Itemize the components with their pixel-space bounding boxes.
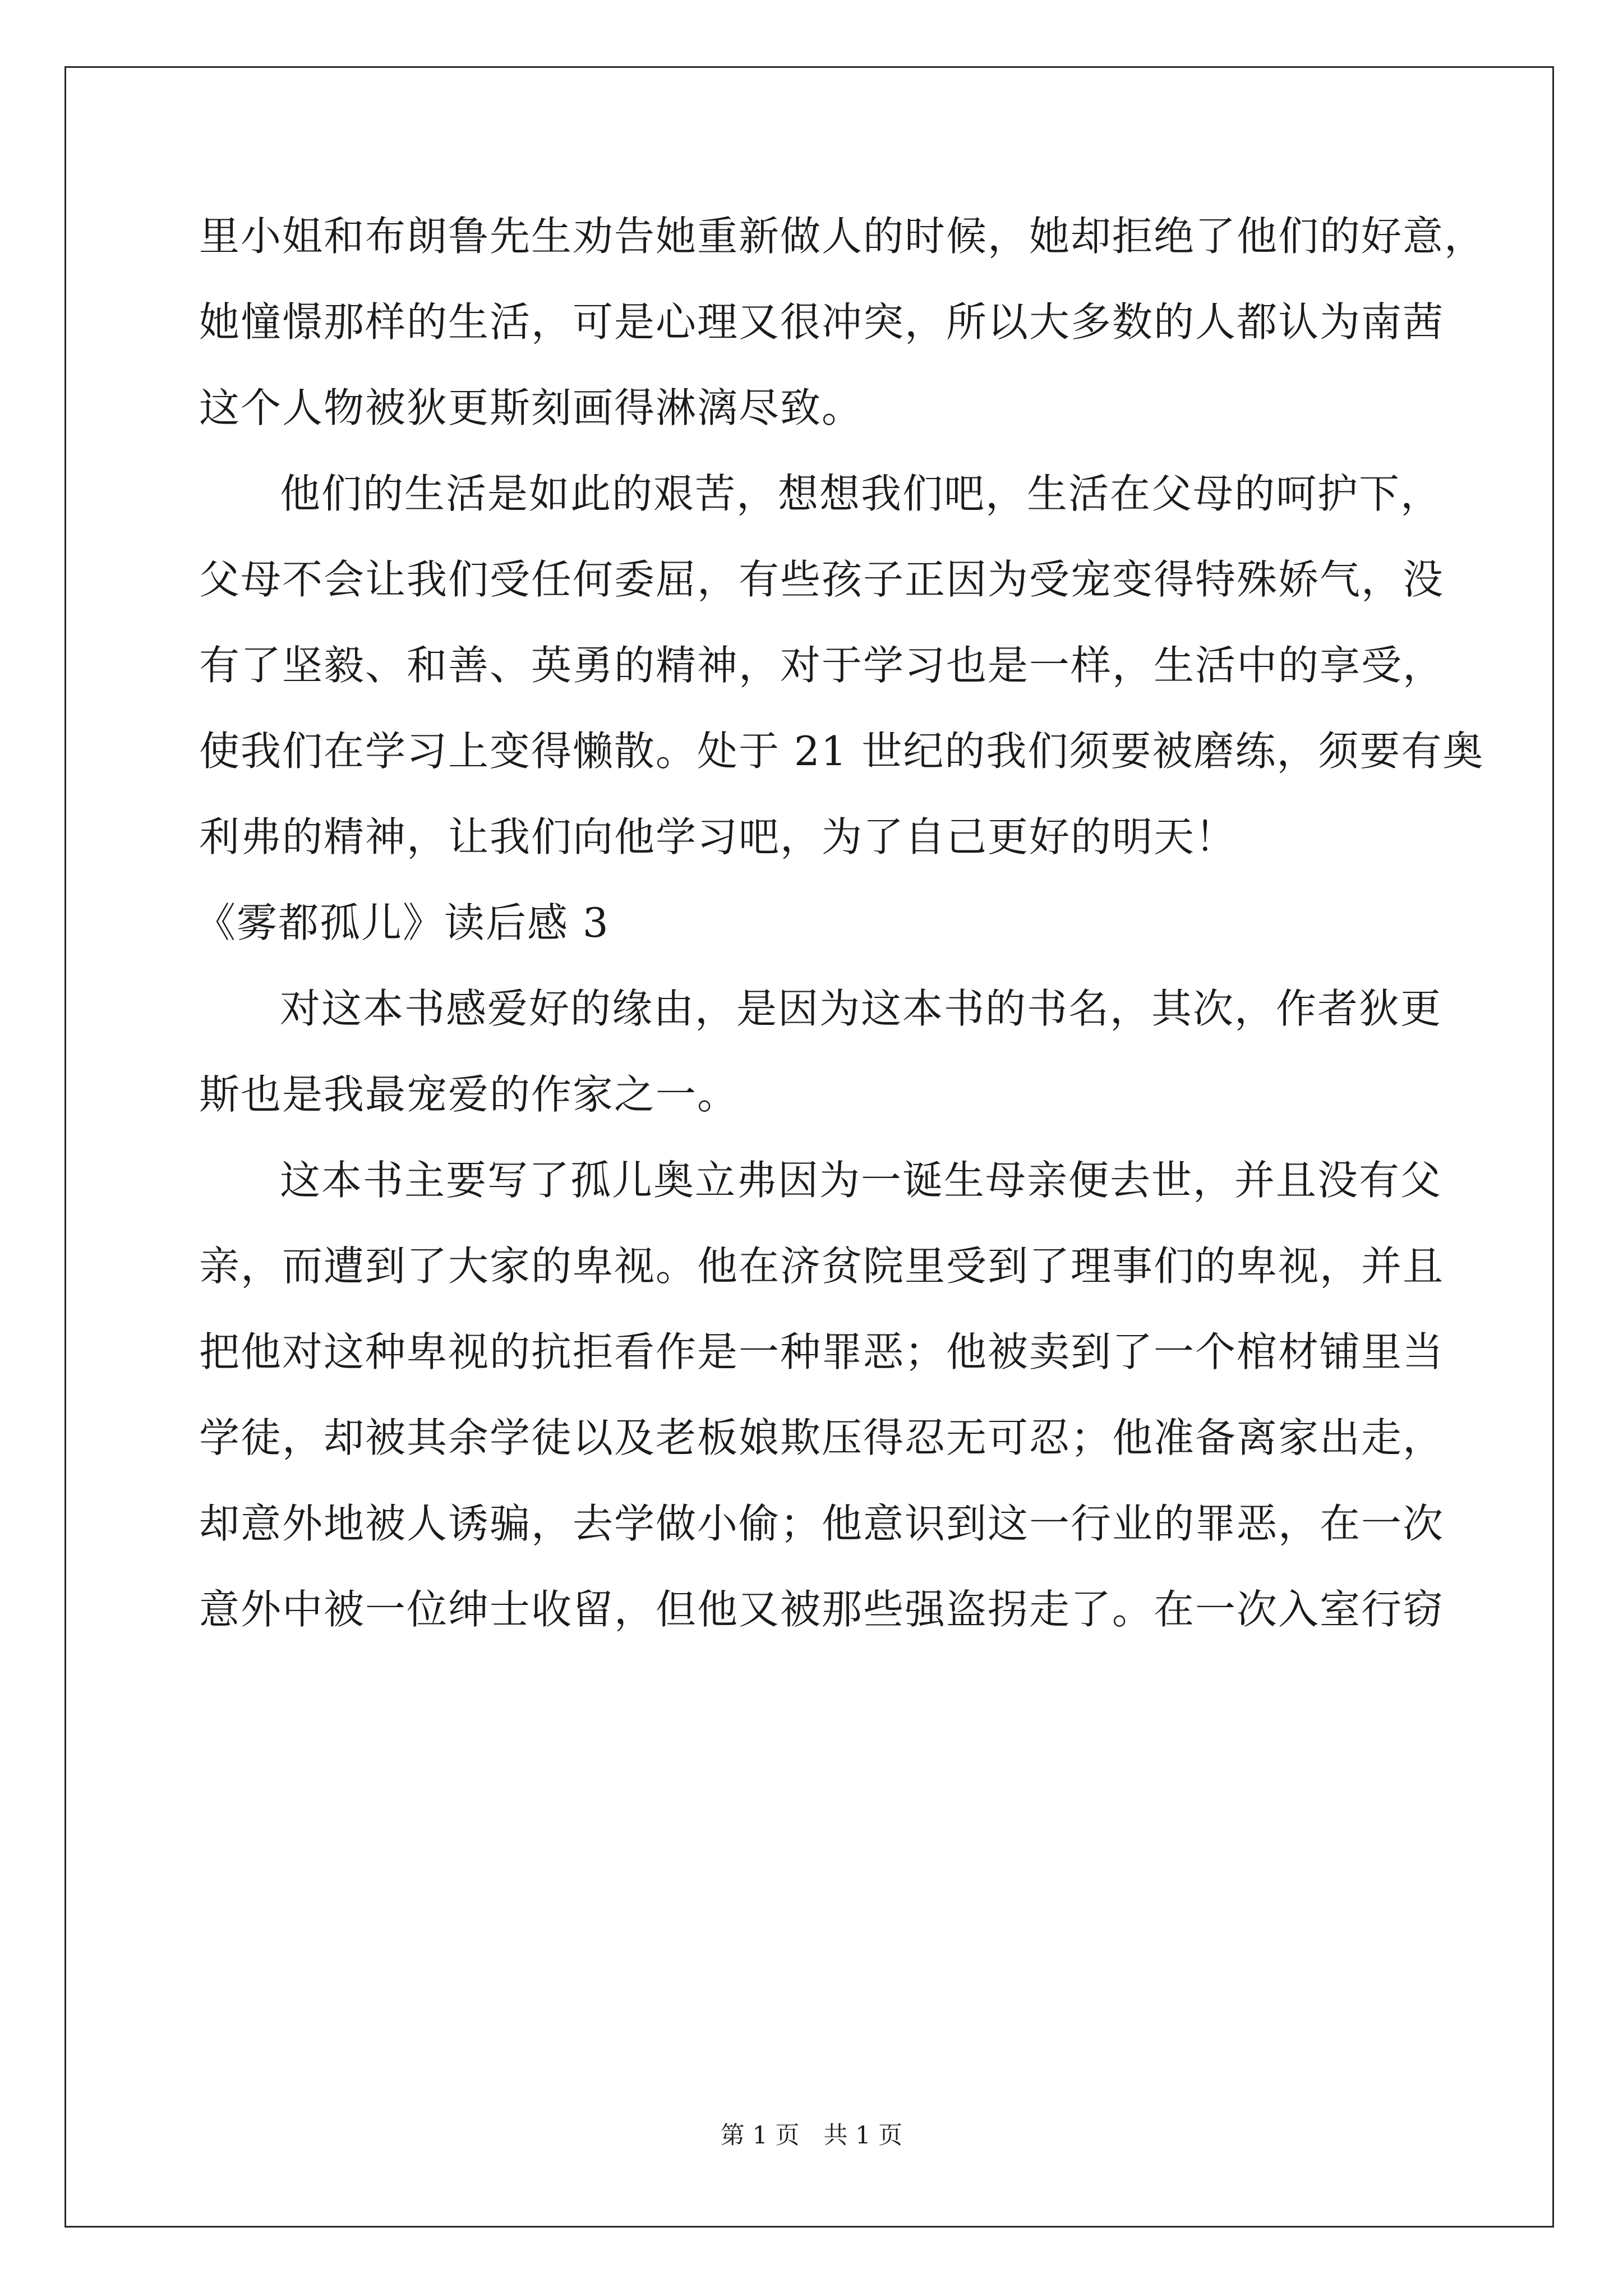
text-line: 这个人物被狄更斯刻画得淋漓尽致。	[199, 384, 864, 431]
text-line: 她憧憬那样的生活，可是心理又很冲突，所以大多数的人都认为南茜	[199, 298, 1445, 346]
text-line: 斯也是我最宠爱的作家之一。	[199, 1071, 739, 1118]
section-heading: 《雾都孤儿》读后感 3	[195, 899, 610, 946]
text-line: 利弗的精神，让我们向他学习吧，为了自己更好的明天！	[199, 813, 1237, 861]
text-line: 他们的生活是如此的艰苦，想想我们吧，生活在父母的呵护下，	[280, 470, 1442, 517]
text-line: 意外中被一位绅士收留，但他又被那些强盗拐走了。在一次入室行窃	[199, 1586, 1445, 1633]
document-body	[195, 213, 1486, 1675]
page-footer	[0, 2124, 1623, 2148]
text-line: 这本书主要写了孤儿奥立弗因为一诞生母亲便去世，并且没有父	[280, 1157, 1442, 1204]
text-line: 有了坚毅、和善、英勇的精神，对于学习也是一样，生活中的享受，	[199, 642, 1445, 689]
text-line: 却意外地被人诱骗，去学做小偷；他意识到这一行业的罪恶，在一次	[199, 1500, 1445, 1547]
page-number-label: 第 1 页 共 1 页	[720, 2122, 903, 2150]
text-line: 父母不会让我们受任何委屈，有些孩子正因为受宠变得特殊娇气，没	[199, 556, 1445, 603]
text-line: 对这本书感爱好的缘由，是因为这本书的书名，其次，作者狄更	[280, 985, 1442, 1032]
text-line: 使我们在学习上变得懒散。处于 21 世纪的我们须要被磨练，须要有奥	[199, 728, 1484, 775]
text-line: 学徒，却被其余学徒以及老板娘欺压得忍无可忍；他准备离家出走，	[199, 1414, 1445, 1461]
text-line: 把他对这种卑视的抗拒看作是一种罪恶；他被卖到了一个棺材铺里当	[199, 1328, 1445, 1375]
text-line: 亲，而遭到了大家的卑视。他在济贫院里受到了理事们的卑视，并且	[199, 1243, 1445, 1290]
text-line: 里小姐和布朗鲁先生劝告她重新做人的时候，她却拒绝了他们的好意，	[199, 213, 1486, 260]
